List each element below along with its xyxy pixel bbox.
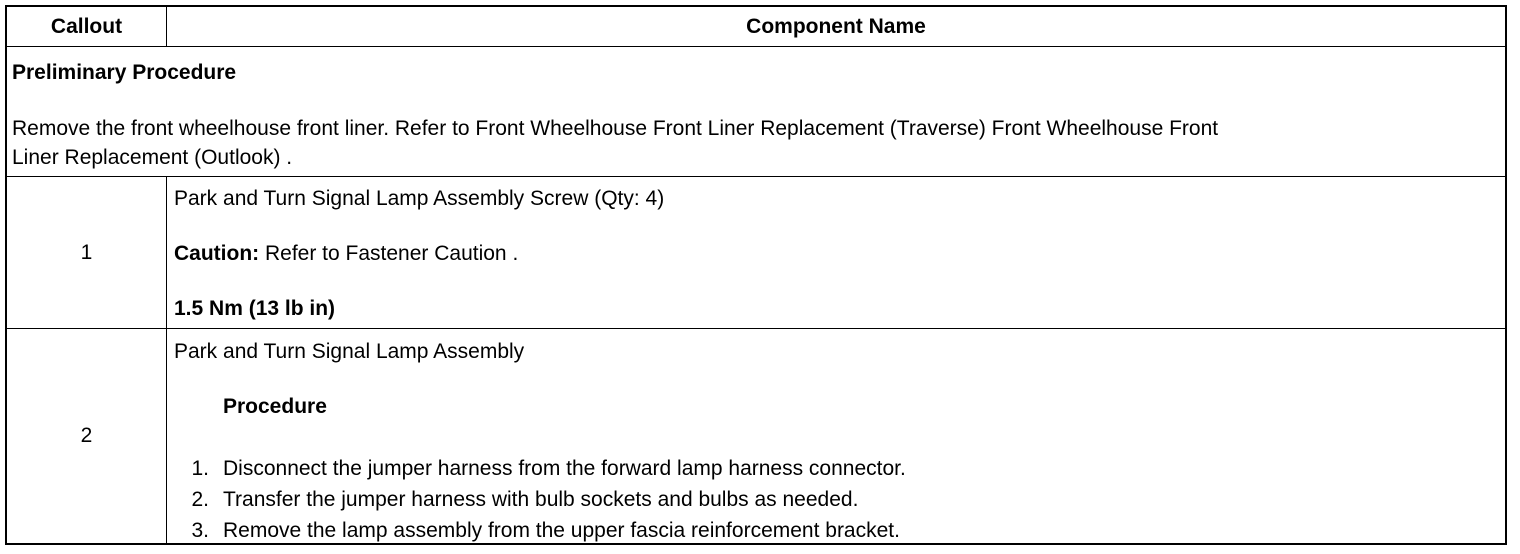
procedure-step: 2. Transfer the jumper harness with bulb sockets and bulbs as needed. xyxy=(191,488,859,511)
header-component-name: Component Name xyxy=(746,14,926,38)
component-name: Park and Turn Signal Lamp Assembly Screw (Qty: 4) xyxy=(174,187,665,210)
header-callout-cell xyxy=(7,7,167,46)
caution-line xyxy=(174,239,518,268)
table-header-row xyxy=(7,7,1505,47)
procedure-step: 1. Disconnect the jumper harness from the forward lamp harness connector. xyxy=(191,457,906,480)
preliminary-row xyxy=(7,47,1505,177)
header-callout: Callout xyxy=(50,14,123,38)
caution-label: Caution: xyxy=(174,242,260,265)
preliminary-line-2: Liner Replacement (Outlook) . xyxy=(12,146,293,169)
callout-cell xyxy=(7,329,167,543)
callout-number: 2 xyxy=(80,424,93,447)
torque-spec: 1.5 Nm (13 lb in) xyxy=(174,297,336,320)
preliminary-line-1: Remove the front wheelhouse front liner. Refer to Front Wheelhouse Front Liner Replacement (Traverse) Front Wheelhouse Front xyxy=(12,117,1219,140)
component-table xyxy=(5,5,1507,545)
component-cell xyxy=(167,329,1505,543)
component-cell xyxy=(167,177,1505,328)
callout-cell xyxy=(7,177,167,328)
caution-text: Refer to Fastener Caution . xyxy=(259,242,519,265)
table-row xyxy=(7,177,1505,329)
component-name: Park and Turn Signal Lamp Assembly xyxy=(174,340,525,363)
callout-number: 1 xyxy=(80,240,93,264)
procedure-title: Procedure xyxy=(223,395,327,418)
procedure-step: 3. Remove the lamp assembly from the upper fascia reinforcement bracket. xyxy=(191,519,900,542)
header-component-cell xyxy=(167,7,1505,46)
preliminary-title: Preliminary Procedure xyxy=(12,61,237,84)
table-row xyxy=(7,329,1505,543)
